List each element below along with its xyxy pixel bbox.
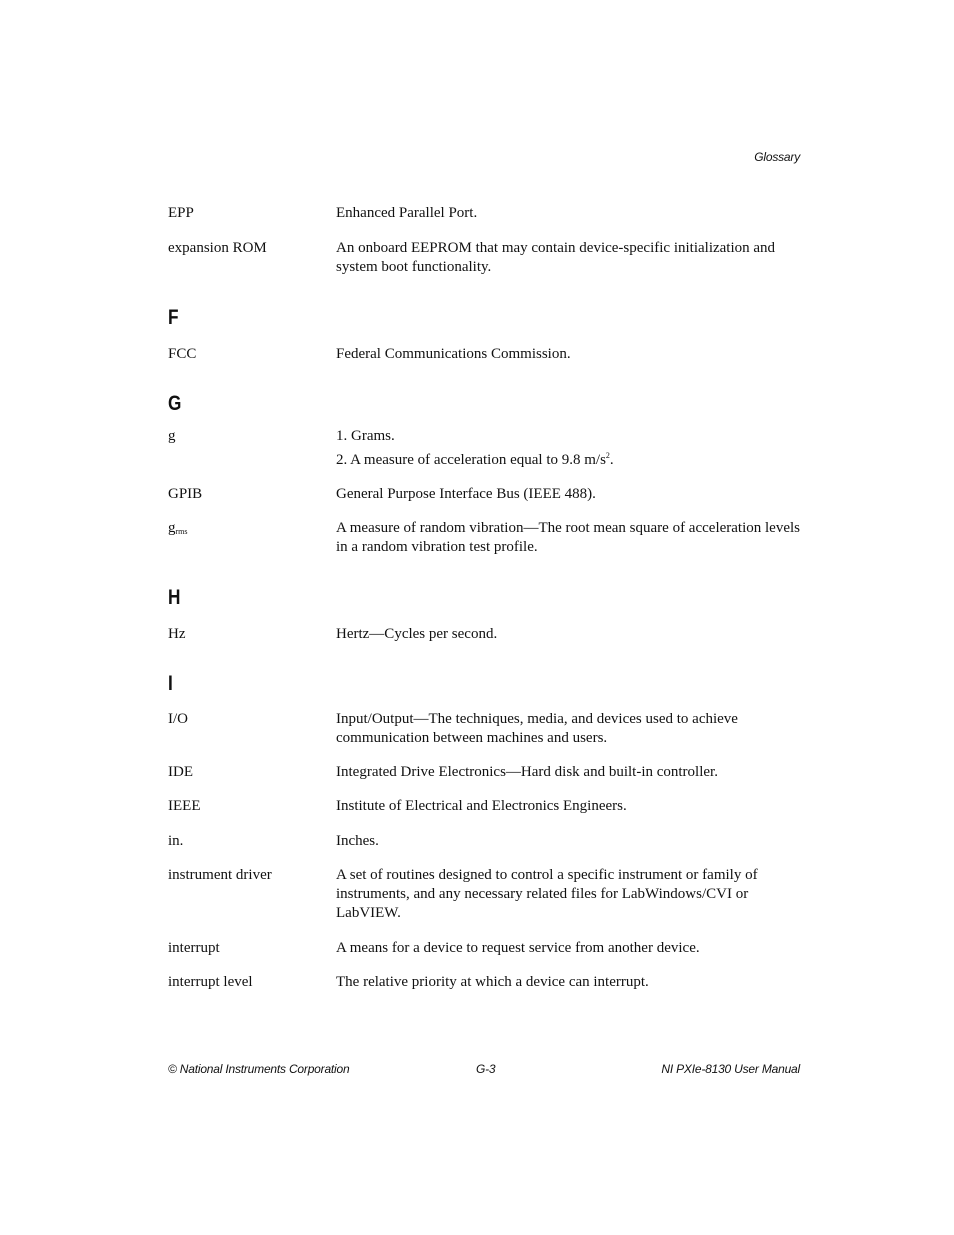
- glossary-entry-ide: [168, 763, 800, 782]
- glossary-entry-interrupt-level: [168, 973, 800, 992]
- term-text: g: [168, 520, 176, 536]
- definition-line-2: [336, 446, 800, 470]
- term: FCC: [168, 346, 197, 362]
- definition: Inches.: [336, 833, 379, 849]
- definition: The relative priority at which a device can interrupt.: [336, 974, 649, 990]
- glossary-entry-instrument-driver: [168, 866, 800, 923]
- term: EPP: [168, 205, 194, 221]
- section-letter-i: I: [168, 672, 173, 695]
- term: IEEE: [168, 798, 201, 814]
- definition: A set of routines designed to control a specific instrument or family of instruments, and any necessary related files for LabWindows/CVI or LabVIEW.: [336, 867, 758, 921]
- term: interrupt: [168, 940, 220, 956]
- definition-text: 2. A measure of acceleration equal to 9.8 m/s: [336, 452, 606, 468]
- section-letter-g: G: [168, 392, 182, 415]
- running-header: Glossary: [754, 150, 800, 164]
- definition: General Purpose Interface Bus (IEEE 488).: [336, 486, 596, 502]
- glossary-entry-epp: [168, 204, 800, 223]
- definition: Hertz—Cycles per second.: [336, 626, 498, 642]
- term: in.: [168, 833, 184, 849]
- definition: Enhanced Parallel Port.: [336, 205, 478, 221]
- term: Hz: [168, 626, 186, 642]
- definition: A measure of random vibration—The root mean square of acceleration levels in a random vibration test profile.: [336, 520, 800, 555]
- term: IDE: [168, 764, 193, 780]
- glossary-entry-gpib: [168, 485, 800, 504]
- glossary-entry-expansion-rom: [168, 239, 800, 277]
- term: I/O: [168, 711, 188, 727]
- subscript: rms: [175, 527, 188, 536]
- term: interrupt level: [168, 974, 253, 990]
- glossary-content: [168, 204, 800, 992]
- definition-punct: .: [609, 452, 614, 468]
- definition: Input/Output—The techniques, media, and devices used to achieve communication between machines and users.: [336, 711, 738, 746]
- glossary-entry-io: [168, 710, 800, 748]
- glossary-entry-in: [168, 832, 800, 851]
- term: instrument driver: [168, 867, 272, 883]
- glossary-entry-fcc: [168, 345, 800, 364]
- glossary-entry-ieee: [168, 797, 800, 816]
- definition: Institute of Electrical and Electronics Engineers.: [336, 798, 627, 814]
- superscript: 2: [605, 451, 610, 460]
- section-letter-h: H: [168, 586, 181, 609]
- page-footer: [168, 1062, 800, 1078]
- term: GPIB: [168, 486, 203, 502]
- definition: An onboard EEPROM that may contain device-specific initialization and system boot functionality.: [336, 240, 776, 275]
- term: expansion ROM: [168, 240, 267, 256]
- footer-copyright: © National Instruments Corporation: [168, 1062, 350, 1076]
- footer-manual-title: NI PXIe-8130 User Manual: [661, 1062, 800, 1076]
- glossary-entry-interrupt: [168, 939, 800, 958]
- section-letter-f: F: [168, 306, 179, 329]
- term: g: [168, 428, 176, 444]
- definition: Integrated Drive Electronics—Hard disk and built-in controller.: [336, 764, 718, 780]
- glossary-entry-g: [168, 427, 800, 470]
- glossary-entry-grms: [168, 519, 800, 557]
- definition: A means for a device to request service from another device.: [336, 940, 700, 956]
- footer-page-number: G-3: [476, 1062, 496, 1076]
- glossary-entry-hz: [168, 625, 800, 644]
- definition-line-1: 1. Grams.: [336, 428, 395, 444]
- term: [168, 519, 336, 557]
- definition: [336, 427, 800, 470]
- definition: Federal Communications Commission.: [336, 346, 571, 362]
